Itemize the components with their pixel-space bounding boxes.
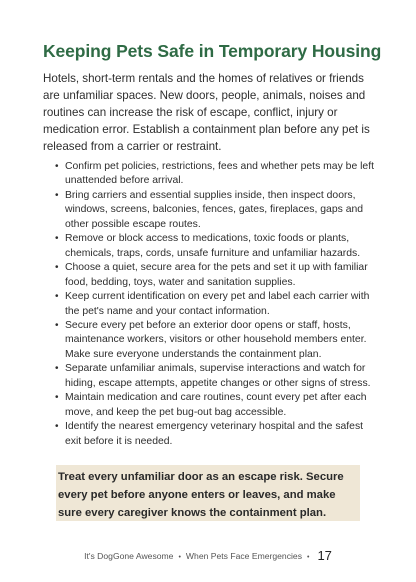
bullet-icon: • [55, 262, 59, 274]
page-title: Keeping Pets Safe in Temporary Housing [43, 41, 382, 61]
checklist-item-text: Confirm pet policies, restrictions, fees and whether pets may be left unattended before arrival. [65, 161, 374, 187]
bullet-icon: • [55, 392, 59, 404]
intro-paragraph: Hotels, short-term rentals and the homes of relatives or friends are unfamiliar spaces. New doors, people, animals, noises and routines can increase the risk of escape, conflict, injury or medication error. Establish a containment plan before any pet is released from a carrier or restraint. [43, 72, 370, 153]
bullet-icon: • [55, 189, 59, 201]
checklist-item-text: Separate unfamiliar animals, supervise interactions and watch for hiding, escape attempts, appetite changes or other signs of stress. [65, 363, 371, 389]
checklist-item [43, 391, 378, 420]
checklist-item-text: Keep current identification on every pet and label each carrier with the pet's name and your contact information. [65, 291, 370, 317]
callout-text: Treat every unfamiliar door as an escape risk. Secure every pet before anyone enters or leaves, and make sure every caregiver knows the containment plan. [58, 471, 344, 519]
checklist-item-text: Choose a quiet, secure area for the pets and set it up with familiar food, bedding, toys, water and sanitation supplies. [65, 262, 368, 288]
bullet-icon: • [55, 291, 59, 303]
checklist-item [43, 420, 378, 449]
page-number: 17 [317, 548, 332, 563]
footer-book-title: When Pets Face Emergencies [185, 551, 302, 561]
checklist-item [43, 160, 378, 189]
checklist-item-text: Identify the nearest emergency veterinary hospital and the safest exit before it is needed. [65, 421, 364, 447]
checklist-item-text: Bring carriers and essential supplies inside, then inspect doors, windows, screens, balconies, fences, gates, fireplaces, gaps and other possible escape routes. [65, 189, 364, 230]
bullet-icon: • [55, 233, 59, 245]
checklist-item-text: Secure every pet before an exterior door opens or staff, hosts, maintenance workers, visitors or other household members enter. Make sure everyone understands the containment plan. [65, 319, 367, 360]
checklist-item [43, 232, 378, 261]
checklist-item-text: Maintain medication and care routines, count every pet after each move, and keep the pet bug-out bag accessible. [65, 392, 367, 418]
checklist-item [43, 261, 378, 290]
bullet-icon: • [55, 421, 59, 433]
bullet-icon: • [55, 161, 59, 172]
footer-brand: It's DogGone Awesome [84, 551, 174, 561]
checklist-item-text: Remove or block access to medications, toxic foods or plants, chemicals, traps, cords, unsafe furniture and unfamiliar hazards. [65, 233, 361, 259]
checklist-item [43, 362, 378, 391]
bullet-icon: • [55, 363, 59, 375]
footer-separator-icon: • [307, 554, 310, 561]
bullet-icon: • [55, 319, 59, 331]
callout-box [56, 465, 360, 521]
footer-separator-icon: • [178, 554, 181, 561]
checklist-item [43, 189, 378, 232]
page-footer [0, 548, 416, 566]
checklist-item [43, 319, 378, 362]
checklist-item [43, 290, 378, 319]
safety-checklist [43, 160, 378, 449]
